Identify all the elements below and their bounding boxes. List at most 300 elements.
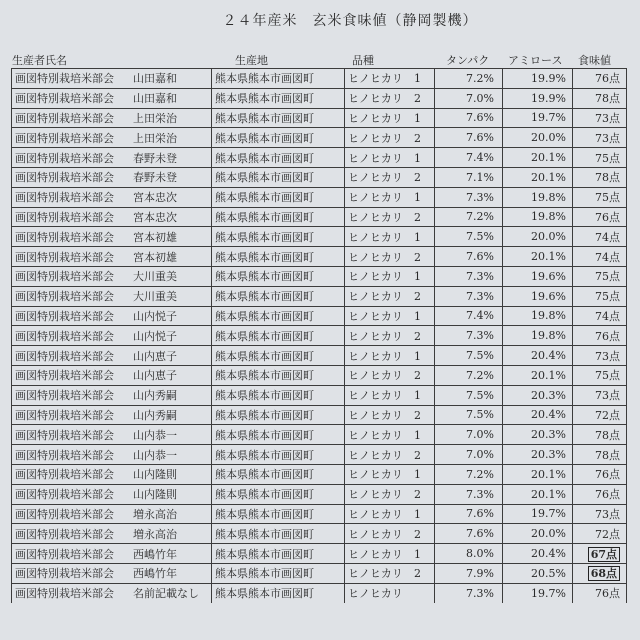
producer-cell (12, 306, 212, 326)
taste-score: 78点 (595, 448, 620, 462)
variety-name: ヒノヒカリ (348, 270, 403, 284)
group-name: 画図特別栽培米部会 (15, 587, 114, 601)
person-name: 山内隆則 (133, 488, 177, 502)
taste-table (11, 68, 627, 603)
taste-score-cell (573, 148, 627, 168)
producer-cell (12, 167, 212, 187)
group-name: 画図特別栽培米部会 (15, 488, 114, 502)
protein-cell: 7.0% (435, 445, 503, 465)
amylose-cell: 20.3% (503, 425, 573, 445)
header-producer: 生産者氏名 (12, 54, 67, 67)
protein-cell: 7.3% (435, 583, 503, 603)
group-name: 画図特別栽培米部会 (15, 72, 114, 86)
taste-score-cell (573, 227, 627, 247)
protein-cell: 7.1% (435, 167, 503, 187)
lot-number: 1 (414, 230, 421, 244)
person-name: 宮本初雄 (133, 230, 177, 244)
location-cell: 熊本県熊本市画図町 (212, 247, 345, 267)
protein-cell: 7.2% (435, 69, 503, 89)
producer-cell (12, 227, 212, 247)
taste-score-cell (573, 286, 627, 306)
amylose-cell: 20.1% (503, 484, 573, 504)
person-name: 大川重美 (133, 270, 177, 284)
amylose-cell: 19.6% (503, 266, 573, 286)
protein-cell: 7.0% (435, 88, 503, 108)
location-cell: 熊本県熊本市画図町 (212, 405, 345, 425)
protein-cell: 7.6% (435, 524, 503, 544)
location-cell: 熊本県熊本市画図町 (212, 365, 345, 385)
group-name: 画図特別栽培米部会 (15, 389, 114, 403)
person-name: 増永高治 (133, 527, 177, 541)
variety-cell (345, 108, 435, 128)
lot-number: 2 (414, 171, 421, 185)
taste-score-cell (573, 346, 627, 366)
group-name: 画図特別栽培米部会 (15, 567, 114, 581)
variety-cell (345, 484, 435, 504)
table-row (12, 128, 627, 148)
taste-score: 78点 (595, 171, 620, 185)
taste-score-cell (573, 385, 627, 405)
variety-name: ヒノヒカリ (348, 369, 403, 383)
table-row (12, 326, 627, 346)
protein-cell: 7.4% (435, 306, 503, 326)
lot-number: 2 (414, 329, 421, 343)
table-row (12, 108, 627, 128)
lot-number: 1 (414, 507, 421, 521)
lot-number: 1 (414, 389, 421, 403)
table-row (12, 227, 627, 247)
variety-name: ヒノヒカリ (348, 230, 403, 244)
person-name: 宮本初雄 (133, 250, 177, 264)
variety-cell (345, 524, 435, 544)
header-location: 生産地 (235, 54, 268, 67)
taste-score-cell (573, 544, 627, 564)
protein-cell: 7.2% (435, 365, 503, 385)
document-title: ２４年産米 玄米食味値（静岡製機） (222, 13, 478, 29)
variety-cell (345, 346, 435, 366)
protein-cell: 7.3% (435, 484, 503, 504)
variety-cell (345, 563, 435, 583)
protein-cell: 7.4% (435, 148, 503, 168)
group-name: 画図特別栽培米部会 (15, 151, 114, 165)
person-name: 春野未登 (133, 171, 177, 185)
lot-number: 2 (414, 527, 421, 541)
taste-score-cell (573, 504, 627, 524)
table-row (12, 286, 627, 306)
table-row (12, 148, 627, 168)
table-row (12, 385, 627, 405)
person-name: 山内悦子 (133, 309, 177, 323)
location-cell: 熊本県熊本市画図町 (212, 583, 345, 603)
taste-score: 73点 (595, 389, 620, 403)
variety-name: ヒノヒカリ (348, 92, 403, 106)
taste-score: 78点 (595, 428, 620, 442)
variety-name: ヒノヒカリ (348, 171, 403, 185)
lot-number: 2 (414, 369, 421, 383)
group-name: 画図特別栽培米部会 (15, 428, 114, 442)
producer-cell (12, 484, 212, 504)
location-cell: 熊本県熊本市画図町 (212, 504, 345, 524)
lot-number: 1 (414, 428, 421, 442)
lot-number: 2 (414, 92, 421, 106)
person-name: 山内恵子 (133, 349, 177, 363)
taste-score: 76点 (595, 488, 620, 502)
lot-number: 2 (414, 131, 421, 145)
amylose-cell: 20.4% (503, 405, 573, 425)
producer-cell (12, 88, 212, 108)
amylose-cell: 20.4% (503, 544, 573, 564)
table-row (12, 544, 627, 564)
taste-score-cell (573, 405, 627, 425)
variety-name: ヒノヒカリ (348, 468, 403, 482)
table-row (12, 207, 627, 227)
person-name: 上田栄治 (133, 111, 177, 125)
variety-name: ヒノヒカリ (348, 349, 403, 363)
taste-score: 75点 (595, 290, 620, 304)
header-protein: タンパク (446, 54, 490, 67)
taste-score-cell (573, 128, 627, 148)
group-name: 画図特別栽培米部会 (15, 349, 114, 363)
group-name: 画図特別栽培米部会 (15, 290, 114, 304)
person-name: 西嶋竹年 (133, 567, 177, 581)
variety-name: ヒノヒカリ (348, 210, 403, 224)
table-row (12, 563, 627, 583)
variety-name: ヒノヒカリ (348, 72, 403, 86)
lot-number: 1 (414, 349, 421, 363)
person-name: 春野未登 (133, 151, 177, 165)
taste-score-cell (573, 425, 627, 445)
header-taste: 食味値 (578, 54, 611, 67)
producer-cell (12, 504, 212, 524)
variety-name: ヒノヒカリ (348, 507, 403, 521)
person-name: 山内隆則 (133, 468, 177, 482)
group-name: 画図特別栽培米部会 (15, 468, 114, 482)
variety-cell (345, 425, 435, 445)
lot-number: 2 (414, 448, 421, 462)
producer-cell (12, 187, 212, 207)
protein-cell: 7.6% (435, 504, 503, 524)
amylose-cell: 20.3% (503, 385, 573, 405)
location-cell: 熊本県熊本市画図町 (212, 385, 345, 405)
variety-cell (345, 207, 435, 227)
person-name: 山田嘉和 (133, 92, 177, 106)
producer-cell (12, 524, 212, 544)
protein-cell: 7.3% (435, 286, 503, 306)
amylose-cell: 20.4% (503, 346, 573, 366)
person-name: 宮本忠次 (133, 210, 177, 224)
table-row (12, 524, 627, 544)
taste-score: 73点 (595, 131, 620, 145)
location-cell: 熊本県熊本市画図町 (212, 286, 345, 306)
variety-cell (345, 464, 435, 484)
amylose-cell: 19.6% (503, 286, 573, 306)
protein-cell: 7.2% (435, 464, 503, 484)
variety-name: ヒノヒカリ (348, 408, 403, 422)
taste-score-cell (573, 326, 627, 346)
group-name: 画図特別栽培米部会 (15, 250, 114, 264)
taste-score: 73点 (595, 349, 620, 363)
lot-number: 1 (414, 547, 421, 561)
variety-cell (345, 504, 435, 524)
variety-name: ヒノヒカリ (348, 329, 403, 343)
variety-cell (345, 167, 435, 187)
producer-cell (12, 69, 212, 89)
taste-score-cell (573, 563, 627, 583)
taste-score: 74点 (595, 230, 620, 244)
group-name: 画図特別栽培米部会 (15, 131, 114, 145)
location-cell: 熊本県熊本市画図町 (212, 148, 345, 168)
table-row (12, 464, 627, 484)
group-name: 画図特別栽培米部会 (15, 309, 114, 323)
lot-number: 1 (414, 151, 421, 165)
taste-score-cell (573, 247, 627, 267)
variety-cell (345, 306, 435, 326)
variety-cell (345, 583, 435, 603)
table-row (12, 187, 627, 207)
producer-cell (12, 266, 212, 286)
variety-cell (345, 405, 435, 425)
taste-score: 75点 (595, 369, 620, 383)
location-cell: 熊本県熊本市画図町 (212, 167, 345, 187)
location-cell: 熊本県熊本市画図町 (212, 306, 345, 326)
variety-cell (345, 445, 435, 465)
producer-cell (12, 425, 212, 445)
taste-score: 78点 (595, 92, 620, 106)
taste-score-cell (573, 583, 627, 603)
taste-score-cell (573, 187, 627, 207)
taste-score: 76点 (595, 72, 620, 86)
taste-score: 76点 (595, 468, 620, 482)
lot-number: 2 (414, 408, 421, 422)
person-name: 大川重美 (133, 290, 177, 304)
taste-score: 68点 (588, 566, 620, 581)
producer-cell (12, 148, 212, 168)
protein-cell: 7.6% (435, 128, 503, 148)
taste-score-cell (573, 167, 627, 187)
variety-name: ヒノヒカリ (348, 587, 403, 601)
taste-score-cell (573, 524, 627, 544)
group-name: 画図特別栽培米部会 (15, 171, 114, 185)
amylose-cell: 19.8% (503, 187, 573, 207)
amylose-cell: 20.1% (503, 365, 573, 385)
protein-cell: 7.5% (435, 385, 503, 405)
location-cell: 熊本県熊本市画図町 (212, 346, 345, 366)
lot-number: 2 (414, 210, 421, 224)
amylose-cell: 19.7% (503, 108, 573, 128)
amylose-cell: 19.9% (503, 69, 573, 89)
location-cell: 熊本県熊本市画図町 (212, 445, 345, 465)
person-name: 山内秀嗣 (133, 389, 177, 403)
location-cell: 熊本県熊本市画図町 (212, 484, 345, 504)
taste-score: 72点 (595, 527, 620, 541)
amylose-cell: 19.8% (503, 326, 573, 346)
producer-cell (12, 583, 212, 603)
table-row (12, 247, 627, 267)
variety-name: ヒノヒカリ (348, 389, 403, 403)
variety-name: ヒノヒカリ (348, 250, 403, 264)
variety-name: ヒノヒカリ (348, 428, 403, 442)
variety-name: ヒノヒカリ (348, 290, 403, 304)
table-row (12, 306, 627, 326)
person-name: 山内恵子 (133, 369, 177, 383)
producer-cell (12, 464, 212, 484)
producer-cell (12, 286, 212, 306)
location-cell: 熊本県熊本市画図町 (212, 563, 345, 583)
taste-score: 76点 (595, 329, 620, 343)
variety-name: ヒノヒカリ (348, 488, 403, 502)
amylose-cell: 20.1% (503, 167, 573, 187)
lot-number: 2 (414, 567, 421, 581)
location-cell: 熊本県熊本市画図町 (212, 544, 345, 564)
protein-cell: 7.5% (435, 227, 503, 247)
table-row (12, 346, 627, 366)
group-name: 画図特別栽培米部会 (15, 92, 114, 106)
variety-cell (345, 227, 435, 247)
group-name: 画図特別栽培米部会 (15, 369, 114, 383)
protein-cell: 7.2% (435, 207, 503, 227)
amylose-cell: 20.1% (503, 464, 573, 484)
taste-score: 67点 (588, 547, 620, 562)
group-name: 画図特別栽培米部会 (15, 507, 114, 521)
taste-score: 73点 (595, 507, 620, 521)
amylose-cell: 20.3% (503, 445, 573, 465)
location-cell: 熊本県熊本市画図町 (212, 425, 345, 445)
amylose-cell: 20.1% (503, 148, 573, 168)
taste-score: 72点 (595, 408, 620, 422)
taste-score: 74点 (595, 250, 620, 264)
taste-score: 74点 (595, 309, 620, 323)
taste-score-cell (573, 445, 627, 465)
producer-cell (12, 207, 212, 227)
person-name: 山内恭一 (133, 448, 177, 462)
variety-cell (345, 385, 435, 405)
variety-name: ヒノヒカリ (348, 448, 403, 462)
lot-number: 2 (414, 488, 421, 502)
person-name: 山内秀嗣 (133, 408, 177, 422)
producer-cell (12, 445, 212, 465)
location-cell: 熊本県熊本市画図町 (212, 326, 345, 346)
producer-cell (12, 247, 212, 267)
protein-cell: 7.3% (435, 187, 503, 207)
group-name: 画図特別栽培米部会 (15, 230, 114, 244)
amylose-cell: 19.7% (503, 504, 573, 524)
location-cell: 熊本県熊本市画図町 (212, 128, 345, 148)
person-name: 名前記載なし (133, 587, 199, 601)
variety-name: ヒノヒカリ (348, 309, 403, 323)
taste-score-cell (573, 306, 627, 326)
taste-table-body (12, 69, 627, 604)
variety-cell (345, 365, 435, 385)
amylose-cell: 20.1% (503, 247, 573, 267)
person-name: 増永高治 (133, 507, 177, 521)
table-row (12, 445, 627, 465)
table-row (12, 425, 627, 445)
variety-name: ヒノヒカリ (348, 527, 403, 541)
group-name: 画図特別栽培米部会 (15, 270, 114, 284)
location-cell: 熊本県熊本市画図町 (212, 464, 345, 484)
variety-name: ヒノヒカリ (348, 547, 403, 561)
variety-cell (345, 247, 435, 267)
taste-score: 75点 (595, 270, 620, 284)
lot-number: 1 (414, 191, 421, 205)
variety-cell (345, 88, 435, 108)
table-row (12, 405, 627, 425)
person-name: 山内恭一 (133, 428, 177, 442)
header-amylose: アミロース (508, 54, 563, 67)
group-name: 画図特別栽培米部会 (15, 408, 114, 422)
group-name: 画図特別栽培米部会 (15, 111, 114, 125)
person-name: 西嶋竹年 (133, 547, 177, 561)
variety-cell (345, 128, 435, 148)
amylose-cell: 20.0% (503, 227, 573, 247)
header-variety: 品種 (352, 54, 374, 67)
table-row (12, 266, 627, 286)
producer-cell (12, 563, 212, 583)
location-cell: 熊本県熊本市画図町 (212, 187, 345, 207)
taste-score-cell (573, 69, 627, 89)
table-row (12, 88, 627, 108)
group-name: 画図特別栽培米部会 (15, 210, 114, 224)
table-row (12, 69, 627, 89)
variety-name: ヒノヒカリ (348, 191, 403, 205)
variety-cell (345, 187, 435, 207)
variety-cell (345, 286, 435, 306)
column-headers (0, 52, 640, 68)
taste-score: 75点 (595, 151, 620, 165)
protein-cell: 7.5% (435, 405, 503, 425)
taste-score-cell (573, 365, 627, 385)
protein-cell: 7.6% (435, 247, 503, 267)
variety-cell (345, 326, 435, 346)
table-row (12, 167, 627, 187)
taste-score: 73点 (595, 111, 620, 125)
protein-cell: 7.3% (435, 266, 503, 286)
location-cell: 熊本県熊本市画図町 (212, 69, 345, 89)
location-cell: 熊本県熊本市画図町 (212, 266, 345, 286)
group-name: 画図特別栽培米部会 (15, 547, 114, 561)
table-row (12, 583, 627, 603)
variety-name: ヒノヒカリ (348, 151, 403, 165)
location-cell: 熊本県熊本市画図町 (212, 227, 345, 247)
protein-cell: 7.0% (435, 425, 503, 445)
lot-number: 1 (414, 72, 421, 86)
producer-cell (12, 365, 212, 385)
taste-score: 75点 (595, 191, 620, 205)
producer-cell (12, 405, 212, 425)
variety-cell (345, 69, 435, 89)
variety-name: ヒノヒカリ (348, 111, 403, 125)
table-row (12, 365, 627, 385)
producer-cell (12, 108, 212, 128)
amylose-cell: 19.7% (503, 583, 573, 603)
variety-name: ヒノヒカリ (348, 567, 403, 581)
table-row (12, 504, 627, 524)
person-name: 宮本忠次 (133, 191, 177, 205)
table-row (12, 484, 627, 504)
variety-name: ヒノヒカリ (348, 131, 403, 145)
taste-score-cell (573, 484, 627, 504)
protein-cell: 7.6% (435, 108, 503, 128)
lot-number: 1 (414, 309, 421, 323)
lot-number: 2 (414, 250, 421, 264)
location-cell: 熊本県熊本市画図町 (212, 524, 345, 544)
taste-score-cell (573, 266, 627, 286)
person-name: 山内悦子 (133, 329, 177, 343)
producer-cell (12, 326, 212, 346)
taste-score: 76点 (595, 587, 620, 601)
amylose-cell: 19.8% (503, 306, 573, 326)
amylose-cell: 19.9% (503, 88, 573, 108)
